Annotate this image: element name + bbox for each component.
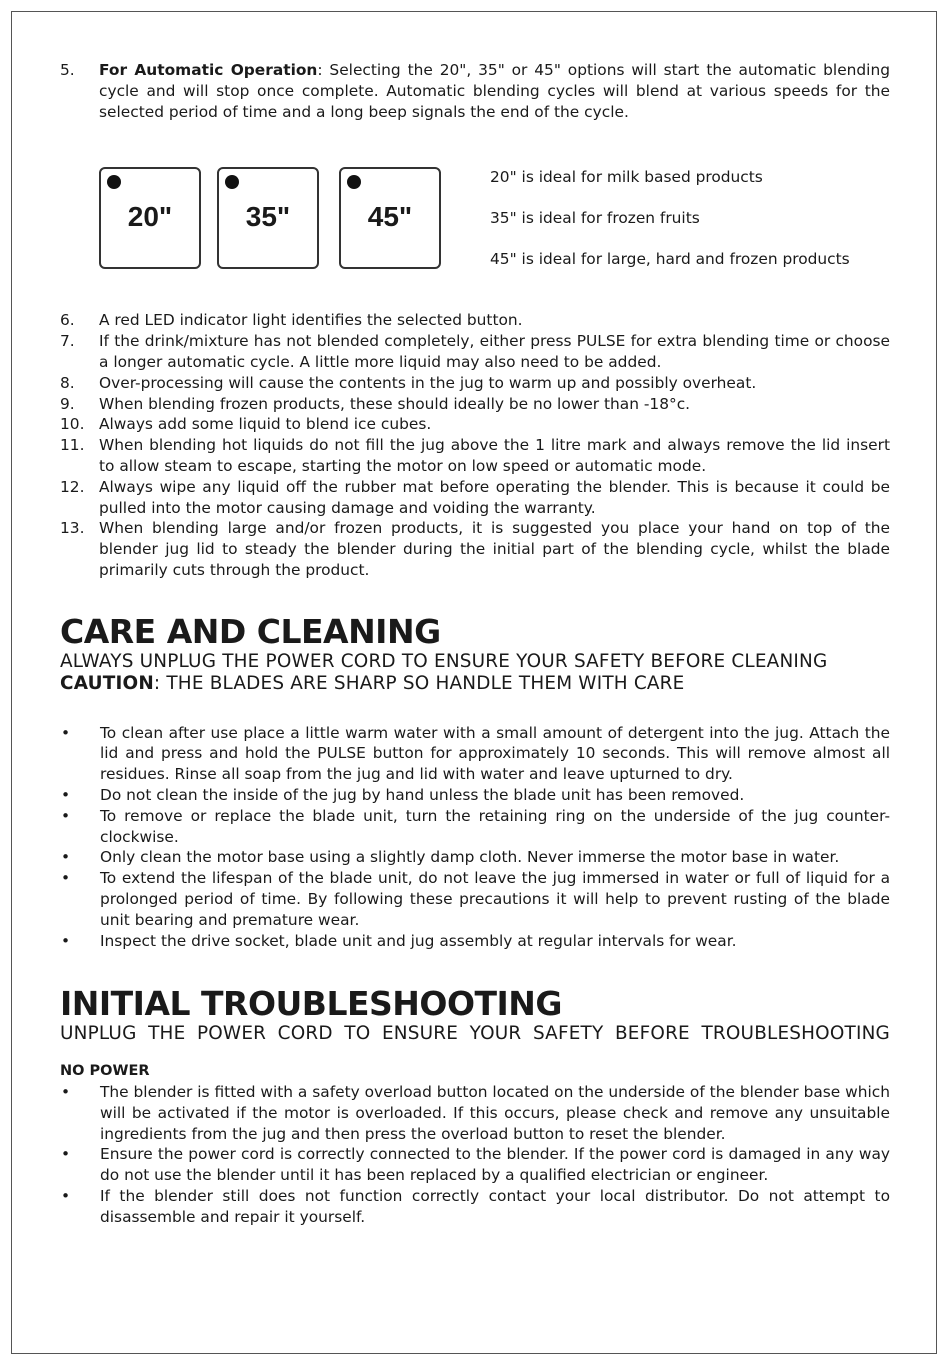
care-list: [60, 723, 890, 952]
list-item: • If the blender still does not function correctly contact your local distributor. Do not attempt to disassemble and repair it yourself.: [61, 1186, 890, 1226]
list-item: • To extend the lifespan of the blade unit, do not leave the jug immersed in water or full of liquid for a prolonged period of time. By following these precautions it will help to prevent rusting of the blade unit bearing and premature wear.: [61, 869, 890, 929]
bullet-icon: •: [61, 869, 71, 888]
mode-description-35: 35" is ideal for frozen fruits: [490, 209, 700, 228]
care-cleaning-heading: CARE AND CLEANING: [60, 611, 441, 651]
list-item: • Ensure the power cord is correctly connected to the blender. If the power cord is damaged in any way do not use the blender until it has been replaced by a qualified electrician or engineer.: [61, 1145, 890, 1185]
steps-list: [60, 310, 890, 580]
troubleshooting-heading: INITIAL TROUBLESHOOTING: [60, 984, 562, 1024]
mode-description-20: 20" is ideal for milk based products: [490, 168, 763, 187]
step-5-heading: For Automatic Operation: [99, 61, 318, 79]
care-unplug-warning: ALWAYS UNPLUG THE POWER CORD TO ENSURE YOUR SAFETY BEFORE CLEANING: [60, 650, 828, 672]
mode-button-35: [217, 167, 319, 269]
bullet-icon: •: [61, 806, 71, 825]
bullet-icon: •: [61, 1145, 71, 1164]
list-item: • Inspect the drive socket, blade unit and jug assembly at regular intervals for wear.: [61, 931, 737, 950]
automatic-mode-buttons: [60, 122, 890, 310]
mode-description-45: 45" is ideal for large, hard and frozen products: [490, 250, 850, 269]
list-item: • The blender is fitted with a safety overload button located on the underside of the blender base which will be activated if the motor is overloaded. If this occurs, please check and remove any unsuitable ingredients from the jug and then press the overload button to reset the blender.: [61, 1082, 890, 1143]
led-indicator-icon: [347, 175, 361, 189]
led-indicator-icon: [107, 175, 121, 189]
bullet-icon: •: [61, 1082, 71, 1101]
list-item: • Only clean the motor base using a slightly damp cloth. Never immerse the motor base in water.: [61, 848, 840, 867]
list-item: 8. Over-processing will cause the contents in the jug to warm up and possibly overheat.: [60, 373, 757, 392]
step-number: 5.: [60, 61, 75, 79]
list-item: 10. Always add some liquid to blend ice cubes.: [60, 415, 432, 434]
troubleshooting-list: [60, 1082, 890, 1228]
bullet-icon: •: [61, 785, 71, 804]
led-indicator-icon: [225, 175, 239, 189]
caution-label: CAUTION: [60, 672, 154, 694]
list-item: • To remove or replace the blade unit, turn the retaining ring on the underside of the jug counter-clockwise.: [61, 806, 890, 846]
mode-button-20: [99, 167, 201, 269]
list-item: • To clean after use place a little warm water with a small amount of detergent into the jug. Attach the lid and press and hold the PULSE button for approximately 10 seconds. This will remove almost all residues. Rinse all soap from the jug and lid with water and leave upturned to dry.: [61, 723, 890, 784]
troubleshooting-unplug-warning: UNPLUG THE POWER CORD TO ENSURE YOUR SAFETY BEFORE TROUBLESHOOTING: [60, 1023, 890, 1045]
list-item: 12. Always wipe any liquid off the rubber mat before operating the blender. This is because it could be pulled into the motor causing damage and voiding the warranty.: [60, 477, 890, 517]
mode-button-label: 20": [127, 201, 173, 233]
page-content: [60, 60, 890, 1227]
list-item: 7. If the drink/mixture has not blended completely, either press PULSE for extra blending time or choose a longer automatic cycle. A little more liquid may also need to be added.: [60, 332, 890, 371]
caution-text: : THE BLADES ARE SHARP SO HANDLE THEM WITH CARE: [153, 672, 685, 694]
bullet-icon: •: [61, 723, 71, 742]
caution-line: [60, 673, 890, 695]
bullet-icon: •: [61, 848, 71, 867]
list-item: • Do not clean the inside of the jug by hand unless the blade unit has been removed.: [61, 785, 745, 804]
list-item: 11. When blending hot liquids do not fill the jug above the 1 litre mark and always remove the lid insert to allow steam to escape, starting the motor on low speed or automatic mode.: [60, 436, 890, 475]
list-item: 6. A red LED indicator light identifies the selected button.: [60, 311, 523, 330]
bullet-icon: •: [61, 1186, 71, 1205]
mode-button-label: 45": [367, 201, 413, 233]
bullet-icon: •: [61, 931, 71, 950]
step-5: [60, 60, 890, 122]
list-item: 9. When blending frozen products, these should ideally be no lower than -18°c.: [60, 394, 691, 413]
step-5-text: : Selecting the 20", 35" or 45" options will start the automatic blending cycle and will stop once complete. Automatic blending cycles will blend at various speeds for the selected period of time and a long beep signals the end of the cycle.: [99, 61, 890, 121]
mode-button-45: [339, 167, 441, 269]
no-power-subheading: NO POWER: [60, 1063, 150, 1080]
list-item: 13. When blending large and/or frozen products, it is suggested you place your hand on top of the blender jug lid to steady the blender during the initial part of the blending cycle, whilst the blade primarily cuts through the product.: [60, 519, 890, 579]
mode-button-label: 35": [245, 201, 291, 233]
